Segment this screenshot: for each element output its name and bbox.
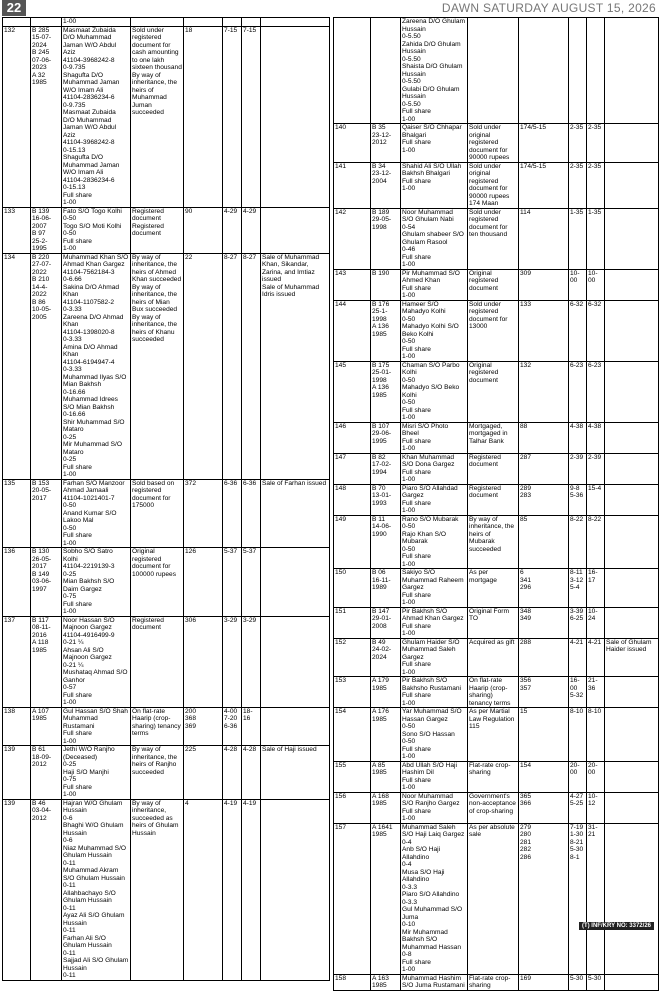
table-row xyxy=(334,974,659,990)
table-row xyxy=(334,569,659,608)
cell-remarks xyxy=(605,515,659,569)
table-row xyxy=(334,124,659,163)
cell-owner-share: 1-00 xyxy=(62,18,131,27)
cell-remarks xyxy=(605,607,659,638)
cell-total-area: 20- 00 xyxy=(587,761,605,792)
cell-total-area xyxy=(587,18,605,124)
cell-area: 8-27 xyxy=(223,253,242,479)
cell-remarks xyxy=(605,708,659,762)
cell-transfer-nature: Registered document xyxy=(131,616,184,707)
cell-register-ref xyxy=(371,18,401,124)
table-row xyxy=(334,607,659,638)
table-row xyxy=(334,208,659,269)
cell-remarks xyxy=(605,792,659,823)
table-row xyxy=(3,707,330,746)
cell-remarks xyxy=(605,677,659,708)
cell-entry-number: 147 xyxy=(334,453,371,484)
cell-entry-number: 151 xyxy=(334,607,371,638)
cell-register-ref: A 168 1985 xyxy=(371,792,401,823)
cell-owner-share: Ghulam Haider S/O Muhammad Saleh Gargez Full share 1-00 xyxy=(401,638,468,677)
table-row xyxy=(334,361,659,422)
table-row xyxy=(3,548,330,617)
cell-remarks xyxy=(605,484,659,515)
table-row xyxy=(334,761,659,792)
cell-remarks xyxy=(605,162,659,208)
cell-total-area: 4-38 xyxy=(587,422,605,453)
cell-area: 9-8 5-36 xyxy=(569,484,587,515)
cell-owner-share: Sobho S/O Satro Kolhi 41104-2219139-3 0-25 Mian Bakhsh S/O Daim Gargez 0-75 Full share 1-00 xyxy=(62,548,131,617)
cell-register-ref: B 220 27-07-2022 B 210 14-4-2022 B 86 10-05-2005 xyxy=(31,253,62,479)
cell-transfer-nature: Sold based on registered document for 175000 xyxy=(131,479,184,548)
cell-register-ref: B 190 xyxy=(371,269,401,300)
cell-transfer-nature: Original Form TO xyxy=(468,607,519,638)
table-row xyxy=(3,799,330,980)
table-row xyxy=(334,422,659,453)
cell-remarks xyxy=(605,361,659,422)
cell-remarks xyxy=(605,18,659,124)
cell-owner-share: Noor Muhammad S/O Ghulam Nabi 0-54 Ghulam shabeer S/O Ghulam Rasool 0-46 Full share 1-00 xyxy=(401,208,468,269)
cell-entry-number: 154 xyxy=(334,708,371,762)
cell-entry-number: 153 xyxy=(334,677,371,708)
cell-transfer-nature: Registered document Registered document xyxy=(131,207,184,253)
table-row xyxy=(334,823,659,974)
cell-area: 20- 00 xyxy=(569,761,587,792)
cell-total-area: 1-35 xyxy=(587,208,605,269)
cell-owner-share: Muhammad Khan S/O Ahmad Khan Gargez 41104-7562184-3 0-6.66 Sakina D/O Ahmad Khan 41104-1107582-2 0-3.33 Zareena D/O Ahmad Khan 41104-1398020-8 0-3.33 Amina D/O Ahmad Khan 41104-6194947-4 0-3.33 Muhammad Ilyas S/O Mian Bakhsh 0-16.66 Muhammad Idrees S/O Mian Bakhsh 0-16.66 Shir Muhammad S/O Mataro 0-25 Mir Muhammad S/O Mataro 0-25 Full share 1-00 xyxy=(62,253,131,479)
cell-area: 5-30 xyxy=(569,974,587,990)
cell-entry-number: 152 xyxy=(334,638,371,677)
cell-transfer-nature xyxy=(468,18,519,124)
cell-transfer-nature: Original registered document xyxy=(468,269,519,300)
cell-register-ref: B 82 17-02-1994 xyxy=(371,453,401,484)
cell-register-ref: B 153 20-05-2017 xyxy=(31,479,62,548)
table-row xyxy=(334,453,659,484)
cell-owner-share: Pir Muhammad S/O Ahmed Khan Full share 1-00 xyxy=(401,269,468,300)
cell-register-ref xyxy=(31,18,62,27)
table-row xyxy=(3,746,330,800)
cell-owner-share: Muhammad Saleh S/O Haji Laiq Gargez 0-4 Anb S/O Haji Allahdino 0-4 Musa S/O Haji Allahdino 0-3.3 Piaro S/O Allahdino 0-3.3 Gul Muhammad S/O Juma 0-10 Mir Muhammad Bakhsh S/O Muhammad Hassan 0-8 Full share 1-00 xyxy=(401,823,468,974)
cell-owner-share: Shahid Ali S/O Ullah Bakhsh Bhalgari Full share 1-00 xyxy=(401,162,468,208)
cell-transfer-nature: Sold under registered document for cash amounting to one lakh sixteen thousand By way of inheritance, the heirs of Muhammad Juman succeeded xyxy=(131,26,184,207)
cell-register-ref: A 107 1985 xyxy=(31,707,62,746)
table-row xyxy=(3,207,330,253)
cell-area: 4-27 5-25 xyxy=(569,792,587,823)
cell-owner-share: Masmaat Zubaida D/O Muhammad Jaman W/O Abdul Aziz 41104-3968242-8 0-9.735 Shagufta D/O Muhammad Jaman W/O Imam Ali 41104-2836234-6 0-9.735 Masmaat Zubaida D/O Muhammad Jaman W/O Abdul Aziz 41104-3968242-8 0-15.13 Shagufta D/O Muhammad Jaman W/O Imam Ali 41104-2836234-6 0-15.13 Full share 1-00 xyxy=(62,26,131,207)
page-number: 22 xyxy=(2,0,26,16)
table-row xyxy=(3,253,330,479)
cell-entry-number: 139 xyxy=(3,799,31,980)
cell-total-area: 10-00 xyxy=(587,269,605,300)
cell-register-ref: B 285 15-07-2024 B 245 07-06-2023 A 32 1985 xyxy=(31,26,62,207)
cell-area: 4-28 xyxy=(223,746,242,800)
cell-total-area: 2-35 xyxy=(587,162,605,208)
cell-survey-number: 132 xyxy=(519,361,569,422)
table-row xyxy=(334,269,659,300)
cell-register-ref: B 49 24-02-2024 xyxy=(371,638,401,677)
cell-total-area: 3-29 xyxy=(242,616,261,707)
cell-survey-number: 365 366 xyxy=(519,792,569,823)
cell-total-area: 6-32 xyxy=(587,300,605,361)
cell-transfer-nature: By way of inheritance, succeeded as heirs of Ghulam Hussain xyxy=(131,799,184,980)
cell-entry-number: 139 xyxy=(3,746,31,800)
cell-area: 4-19 xyxy=(223,799,242,980)
cell-survey-number: 174/5-15 xyxy=(519,124,569,163)
cell-area: 6-23 xyxy=(569,361,587,422)
cell-total-area: 4-21 xyxy=(587,638,605,677)
cell-transfer-nature: Mortgaged, mortgaged in Talhar Bank xyxy=(468,422,519,453)
cell-survey-number: 348 349 xyxy=(519,607,569,638)
table-row xyxy=(3,18,330,27)
cell-area: 5-37 xyxy=(223,548,242,617)
table-row xyxy=(334,162,659,208)
cell-remarks xyxy=(261,26,330,207)
cell-register-ref: B 107 29-06-1995 xyxy=(371,422,401,453)
cell-area: 2-35 xyxy=(569,162,587,208)
cell-transfer-nature: As per Martial Law Regulation 115 xyxy=(468,708,519,762)
table-row xyxy=(334,792,659,823)
cell-owner-share: Zareena D/O Ghulam Hussain 0-5.50 Zahida D/O Ghulam Hussain 0-5.50 Shaista D/O Ghulam Hussain 0-5.50 Gulabi D/O Ghulam Hussain 0-5.50 Full share 1-00 xyxy=(401,18,468,124)
cell-total-area: 2-39 xyxy=(587,453,605,484)
cell-remarks xyxy=(605,761,659,792)
cell-total-area: 4-28 xyxy=(242,746,261,800)
cell-entry-number: 138 xyxy=(3,707,31,746)
cell-area: 2-39 xyxy=(569,453,587,484)
table-row xyxy=(334,18,659,124)
cell-total-area: 31- 21 xyxy=(587,823,605,974)
cell-entry-number: 145 xyxy=(334,361,371,422)
left-column xyxy=(2,17,329,981)
cell-owner-share: Rano S/O Mubarak 0-50 Rajo Khan S/O Mubarak 0-50 Full share 1-00 xyxy=(401,515,468,569)
cell-area: 8-11 3-12 5-4 xyxy=(569,569,587,608)
cell-survey-number: 154 xyxy=(519,761,569,792)
cell-entry-number: 144 xyxy=(334,300,371,361)
cell-survey-number: 18 xyxy=(184,26,223,207)
cell-owner-share: Misri S/O Photo Bheel Full share 1-00 xyxy=(401,422,468,453)
cell-total-area: 5-37 xyxy=(242,548,261,617)
cell-area xyxy=(569,18,587,124)
cell-entry-number: 143 xyxy=(334,269,371,300)
cell-owner-share: Noor Muhammad S/O Ranjho Gargez Full share 1-00 xyxy=(401,792,468,823)
cell-total-area: 6-36 xyxy=(242,479,261,548)
cell-area: 4-00 7-20 6-36 xyxy=(223,707,242,746)
cell-total-area: 21- 36 xyxy=(587,677,605,708)
cell-survey-number: 88 xyxy=(519,422,569,453)
cell-survey-number: 289 283 xyxy=(519,484,569,515)
cell-entry-number: 132 xyxy=(3,26,31,207)
cell-register-ref: B 176 25-1-1998 A 136 1985 xyxy=(371,300,401,361)
cell-area: 3-39 6-25 xyxy=(569,607,587,638)
cell-transfer-nature: As per mortgage xyxy=(468,569,519,608)
cell-owner-share: Noor Hassan S/O Majnoon Gargez 41104-4916499-9 0-21 ¼ Ahsan Ali S/O Majnoon Gargez 0-21 ¼ Mushataq Ahmad S/O Ganhor 0-57 Full share 1-00 xyxy=(62,616,131,707)
cell-survey-number: 6 341 296 xyxy=(519,569,569,608)
cell-entry-number: 150 xyxy=(334,569,371,608)
cell-area: 7-19 1-30 8-21 5-30 8-1 xyxy=(569,823,587,974)
table-row xyxy=(3,616,330,707)
cell-transfer-nature: Sold under original registered document for 90000 rupees 174 Maan xyxy=(468,162,519,208)
table-row xyxy=(3,479,330,548)
cell-area: 8-10 xyxy=(569,708,587,762)
cell-remarks xyxy=(605,422,659,453)
cell-area: 6-32 xyxy=(569,300,587,361)
cell-total-area: 4-19 xyxy=(242,799,261,980)
cell-total-area: 5-30 xyxy=(587,974,605,990)
cell-area: 8-22 xyxy=(569,515,587,569)
cell-survey-number xyxy=(519,18,569,124)
cell-remarks xyxy=(605,453,659,484)
cell-entry-number: 134 xyxy=(3,253,31,479)
cell-transfer-nature: Flat-rate crop-sharing xyxy=(468,761,519,792)
cell-remarks xyxy=(261,799,330,980)
cell-area: 4-29 xyxy=(223,207,242,253)
cell-area: 4-38 xyxy=(569,422,587,453)
cell-entry-number: 146 xyxy=(334,422,371,453)
cell-register-ref: A 176 1985 xyxy=(371,708,401,762)
cell-survey-number: 225 xyxy=(184,746,223,800)
cell-remarks xyxy=(261,707,330,746)
cell-register-ref: A 179 1985 xyxy=(371,677,401,708)
masthead: DAWN SATURDAY AUGUST 15, 2026 xyxy=(441,1,656,15)
cell-entry-number: 148 xyxy=(334,484,371,515)
page-header xyxy=(0,0,660,17)
cell-survey-number: 22 xyxy=(184,253,223,479)
cell-total-area: 7-15 xyxy=(242,26,261,207)
cell-entry-number: 156 xyxy=(334,792,371,823)
cell-register-ref: B 46 03-04-2012 xyxy=(31,799,62,980)
cell-total-area: 8-10 xyxy=(587,708,605,762)
cell-survey-number: 306 xyxy=(184,616,223,707)
cell-transfer-nature: By way of inheritance, the heirs of Ahmed Khan succeeded By way of inheritance, the heirs of Mian Bux succeeded By way of inheritance, the heirs of Khanu succeeded xyxy=(131,253,184,479)
cell-area: 4-21 xyxy=(569,638,587,677)
cell-transfer-nature: Flat-rate crop-sharing xyxy=(468,974,519,990)
cell-owner-share: Yar Muhammad S/O Hassan Gargez 0-50 Sono S/O Hassan 0-50 Full share 1-00 xyxy=(401,708,468,762)
cell-entry-number: 135 xyxy=(3,479,31,548)
cell-entry-number: 141 xyxy=(334,162,371,208)
cell-owner-share: Jethi W/O Ranjho (Deceased) 0-25 Haji S/O Manjhi 0-75 Full share 1-00 xyxy=(62,746,131,800)
cell-entry-number: 140 xyxy=(334,124,371,163)
cell-owner-share: Sakiyo S/O Muhammad Raheem Gargez Full share 1-00 xyxy=(401,569,468,608)
cell-register-ref: A 163 1985 xyxy=(371,974,401,990)
cell-area: 6-36 xyxy=(223,479,242,548)
cell-owner-share: Hameer S/O Mahadyo Kolhi 0-50 Mahadyo Kolhi S/O Beko Kolhi 0-50 Full share 1-00 xyxy=(401,300,468,361)
cell-owner-share: Pir Bakhsh S/O Ahmad Khan Gargez Full share 1-00 xyxy=(401,607,468,638)
cell-survey-number: 4 xyxy=(184,799,223,980)
cell-survey-number: 372 xyxy=(184,479,223,548)
right-column xyxy=(333,17,658,991)
cell-survey-number: 279 280 281 282 286 xyxy=(519,823,569,974)
cell-owner-share: Hajran W/O Ghulam Hussain 0-6 Bhaghi W/O Ghulam Hussain 0-6 Niaz Muhammad S/O Ghulam Hussain 0-11 Muhammad Akram S/O Ghulam Hussain 0-11 Allahbachayo S/O Ghulam Hussain 0-11 Ayaz Ali S/O Ghulam Hussain 0-11 Farhan Ali S/O Ghulam Hussain 0-11 Sajjad Ali S/O Ghulam Hussain 0-11 xyxy=(62,799,131,980)
cell-register-ref: B 06 16-11-1989 xyxy=(371,569,401,608)
cell-total-area xyxy=(242,18,261,27)
table-row xyxy=(334,708,659,762)
cell-survey-number: 309 xyxy=(519,269,569,300)
cell-owner-share: Pir Bakhsh S/O Bakhsho Rustamani Full share 1-00 xyxy=(401,677,468,708)
cell-survey-number: 174/5-15 xyxy=(519,162,569,208)
cell-remarks xyxy=(261,207,330,253)
cell-transfer-nature: Sold under registered document for 13000 xyxy=(468,300,519,361)
cell-register-ref: B 61 18-09-2012 xyxy=(31,746,62,800)
cell-survey-number xyxy=(184,18,223,27)
cell-total-area: 4-29 xyxy=(242,207,261,253)
cell-total-area: 2-35 xyxy=(587,124,605,163)
cell-area: 7-15 xyxy=(223,26,242,207)
cell-survey-number: 126 xyxy=(184,548,223,617)
table-row xyxy=(334,484,659,515)
cell-remarks xyxy=(605,569,659,608)
cell-register-ref: B 34 23-12-2004 xyxy=(371,162,401,208)
cell-survey-number: 200 368 369 xyxy=(184,707,223,746)
cell-entry-number: 158 xyxy=(334,974,371,990)
land-records-table-right xyxy=(333,17,659,991)
cell-remarks xyxy=(605,974,659,990)
cell-survey-number: 114 xyxy=(519,208,569,269)
cell-area: 2-35 xyxy=(569,124,587,163)
land-records-table-left xyxy=(2,17,330,981)
cell-register-ref: B 130 26-05-2017 B 149 03-06-1997 xyxy=(31,548,62,617)
cell-survey-number: 90 xyxy=(184,207,223,253)
cell-total-area: 8-22 xyxy=(587,515,605,569)
cell-survey-number: 287 xyxy=(519,453,569,484)
cell-entry-number: 133 xyxy=(3,207,31,253)
table-row xyxy=(334,638,659,677)
cell-owner-share: Gul Hassan S/O Shah Muhammad Rustamani Full share 1-00 xyxy=(62,707,131,746)
cell-owner-share: Qaiser S/O Chhapar Bhalgari Full share 1-00 xyxy=(401,124,468,163)
cell-area: 16- 00 5-32 xyxy=(569,677,587,708)
cell-owner-share: Abd Ullah S/O Haji Hashim Dil Full share 1-00 xyxy=(401,761,468,792)
cell-owner-share: Khan Muhammad S/O Dona Gargez Full share 1-00 xyxy=(401,453,468,484)
cell-register-ref: B 139 16-06-2007 B 97 25-2-1995 xyxy=(31,207,62,253)
cell-transfer-nature: Sold under registered document for ten thousand xyxy=(468,208,519,269)
cell-survey-number: 288 xyxy=(519,638,569,677)
cell-total-area: 8-27 xyxy=(242,253,261,479)
cell-total-area: 18- 16 xyxy=(242,707,261,746)
table-row xyxy=(334,515,659,569)
cell-area: 10-00 xyxy=(569,269,587,300)
cell-remarks: Sale of Ghulam Haider issued xyxy=(605,638,659,677)
cell-owner-share: Piaro S/O Allahdad Gargez Full share 1-00 xyxy=(401,484,468,515)
cell-entry-number: 157 xyxy=(334,823,371,974)
cell-survey-number: 85 xyxy=(519,515,569,569)
cell-remarks xyxy=(605,823,659,974)
cell-remarks: Sale of Haji issued xyxy=(261,746,330,800)
cell-total-area: 16- 17 xyxy=(587,569,605,608)
cell-register-ref: B 175 25-01-1998 A 136 1985 xyxy=(371,361,401,422)
cell-remarks xyxy=(261,18,330,27)
table-row xyxy=(334,677,659,708)
cell-remarks xyxy=(605,269,659,300)
cell-register-ref: B 147 29-01-2008 xyxy=(371,607,401,638)
cell-register-ref: B 189 29-05-1998 xyxy=(371,208,401,269)
cell-remarks: Sale of Muhammad Khan, Sikandar, Zarina, and Imtiaz issued Sale of Muhammad Idris issued xyxy=(261,253,330,479)
cell-transfer-nature: Original registered document for 100000 rupees xyxy=(131,548,184,617)
cell-transfer-nature: Registered document xyxy=(468,453,519,484)
cell-remarks xyxy=(605,208,659,269)
cell-total-area: 6-23 xyxy=(587,361,605,422)
cell-survey-number: 133 xyxy=(519,300,569,361)
table-row xyxy=(3,26,330,207)
cell-owner-share: Farhan S/O Manzoor Ahmad Jamaali 41104-1021401-7 0-50 Anand Kumar S/O Lakoo Mal 0-50 Full share 1-00 xyxy=(62,479,131,548)
cell-transfer-nature: As per absolute sale xyxy=(468,823,519,974)
cell-total-area: 15-4 xyxy=(587,484,605,515)
cell-owner-share: Muhammad Hashim S/O Juma Rustamani xyxy=(401,974,468,990)
cell-survey-number: 15 xyxy=(519,708,569,762)
cell-remarks xyxy=(605,124,659,163)
cell-survey-number: 169 xyxy=(519,974,569,990)
advert-reference-tag: (T) INF/KRY NO: 3372/26 xyxy=(579,922,654,930)
cell-register-ref: A 1641 1985 xyxy=(371,823,401,974)
cell-transfer-nature: By way of inheritance, the heirs of Ranjho succeeded xyxy=(131,746,184,800)
cell-register-ref: B 11 14-06-1990 xyxy=(371,515,401,569)
cell-total-area: 10- 12 xyxy=(587,792,605,823)
cell-transfer-nature: Government's non-acceptance of crop-sharing xyxy=(468,792,519,823)
cell-register-ref: B 35 23-12-2012 xyxy=(371,124,401,163)
cell-transfer-nature: Sold under original registered document for 90000 rupees xyxy=(468,124,519,163)
cell-area: 3-29 xyxy=(223,616,242,707)
cell-survey-number: 356 357 xyxy=(519,677,569,708)
cell-owner-share: Chaman S/O Parbo Kolhi 0-50 Mahadyo S/O Beko Kolhi 0-50 Full share 1-00 xyxy=(401,361,468,422)
cell-register-ref: B 70 13-01-1993 xyxy=(371,484,401,515)
cell-entry-number: 155 xyxy=(334,761,371,792)
cell-transfer-nature: Original registered document xyxy=(468,361,519,422)
cell-entry-number: 137 xyxy=(3,616,31,707)
cell-remarks xyxy=(605,300,659,361)
cell-area xyxy=(223,18,242,27)
cell-entry-number: 142 xyxy=(334,208,371,269)
cell-entry-number xyxy=(3,18,31,27)
cell-area: 1-35 xyxy=(569,208,587,269)
cell-transfer-nature: On flat-rate Haarip (crop-sharing) tenancy terms xyxy=(131,707,184,746)
cell-entry-number: 149 xyxy=(334,515,371,569)
cell-transfer-nature: Registered document xyxy=(468,484,519,515)
cell-transfer-nature: On flat-rate Haarip (crop-sharing) tenancy terms xyxy=(468,677,519,708)
cell-transfer-nature: Acquired as gift xyxy=(468,638,519,677)
table-row xyxy=(334,300,659,361)
cell-register-ref: B 117 08-11-2016 A 118 1985 xyxy=(31,616,62,707)
cell-transfer-nature: By way of inheritance, the heirs of Mubarak succeeded xyxy=(468,515,519,569)
cell-total-area: 10- 24 xyxy=(587,607,605,638)
cell-transfer-nature xyxy=(131,18,184,27)
cell-owner-share: Fato S/O Togo Kolhi 0-50 Togo S/O Moti Kolhi 0-50 Full share 1-00 xyxy=(62,207,131,253)
cell-entry-number: 136 xyxy=(3,548,31,617)
cell-remarks xyxy=(261,616,330,707)
cell-register-ref: A 85 1985 xyxy=(371,761,401,792)
cell-entry-number xyxy=(334,18,371,124)
cell-remarks: Sale of Farhan issued xyxy=(261,479,330,548)
cell-remarks xyxy=(261,548,330,617)
